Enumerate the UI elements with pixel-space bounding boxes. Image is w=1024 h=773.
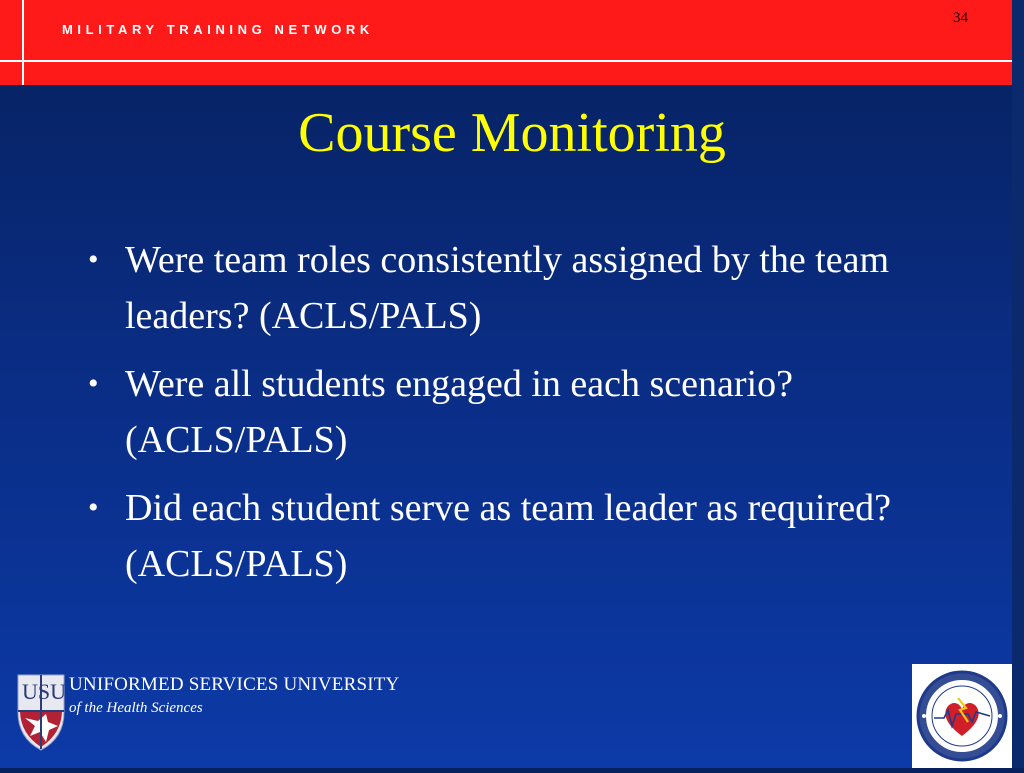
mtn-seal-icon (912, 664, 1012, 768)
usu-logo-letters: USU (22, 679, 66, 704)
bullet-dot: • (88, 491, 99, 524)
university-name: UNIFORMED SERVICES UNIVERSITY (69, 674, 400, 695)
usu-shield-icon (16, 672, 66, 752)
slide-number: 34 (953, 10, 968, 26)
university-subtitle: of the Health Sciences (69, 700, 203, 716)
bullet-text: Did each student serve as team leader as required? (ACLS/PALS) (125, 487, 891, 585)
bullet-text: Were all students engaged in each scenario? (ACLS/PALS) (125, 363, 793, 461)
header-vertical-rule (22, 0, 24, 85)
bullet-list (82, 232, 952, 604)
bullet-item (82, 232, 952, 344)
bullet-item (82, 480, 952, 592)
mtn-seal-box (912, 664, 1012, 768)
bullet-item (82, 356, 952, 468)
bullet-dot: • (88, 367, 99, 400)
bullet-dot: • (88, 243, 99, 276)
bullet-text: Were team roles consistently assigned by the team leaders? (ACLS/PALS) (125, 239, 890, 337)
header-bar (0, 0, 1012, 85)
header-divider (0, 60, 1012, 62)
network-label: MILITARY TRAINING NETWORK (62, 22, 374, 37)
usu-logo-block (16, 672, 400, 752)
slide-title: Course Monitoring (298, 102, 726, 164)
